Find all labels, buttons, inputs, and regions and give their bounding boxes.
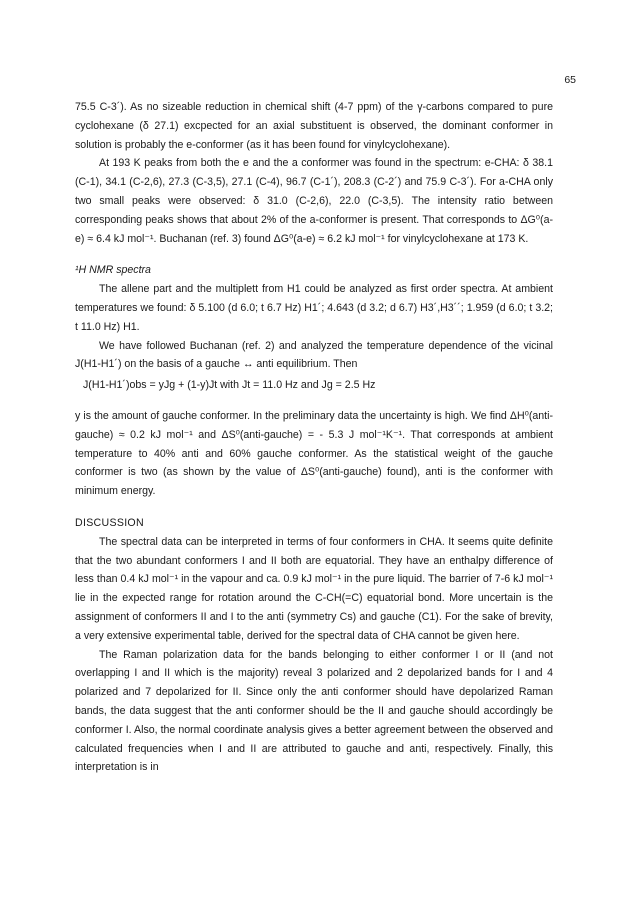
section-heading-discussion: DISCUSSION xyxy=(75,516,144,529)
section-heading-nmr: ¹H NMR spectra xyxy=(75,264,151,277)
paragraph-low-temperature: At 193 K peaks from both the e and the a conformer was found in the spectrum: e-CHA: δ 38.1 (C-1), 34.1 (C-2,6), 27.3 (C-3,5), 27.1 (C-4), 96.7 (C-1´), 208.3 (C-2´) and 75.9 C-3´). For a-CHA only two small peaks were observed: δ 31.0 (C-2,6), 22.0 (C-3,5). The intensity ratio between corresponding peaks shows that about 2% of the a-conformer is present. That corresponds to ΔG⁰(a-e) ≈ 6.4 kJ mol⁻¹. Buchanan (ref. 3) found ΔG⁰(a-e) ≈ 6.2 kJ mol⁻¹ for vinylcyclohexane at 173 K. xyxy=(75,157,553,245)
paragraph-conformers: The spectral data can be interpreted in terms of four conformers in CHA. It seems quite definite that the two abundant conformers I and II both are equatorial. They have an enthalpy difference of less than 0.4 kJ mol⁻¹ in the vapour and ca. 0.9 kJ mol⁻¹ in the pure liquid. The barrier of 7-6 kJ mol⁻¹ lie in the expected range for rotation around the C-CH(=C) equatorial bond. More uncertain is the assignment of conformers II and I to the anti (symmetry Cs) and gauche (C1). For the sake of brevity, a very extensive experimental table, derived for the spectral data of CHA cannot be given here. xyxy=(75,535,553,642)
page-body xyxy=(75,98,553,777)
paragraph-gauche-amount: y is the amount of gauche conformer. In the preliminary data the uncertainty is high. We find ΔH⁰(anti-gauche) ≈ 0.2 kJ mol⁻¹ and ΔS⁰(anti-gauche) = - 5.3 J mol⁻¹K⁻¹. That corresponds at ambient temperature to 40% anti and 60% gauche conformer. As the statistical weight of the gauche conformer is two (as shown by the value of ΔS⁰(anti-gauche) found), anti is the conformer with minimum energy. xyxy=(75,409,553,498)
paragraph-allene: The allene part and the multiplett from H1 could be analyzed as first order spectra. At ambient temperatures we found: δ 5.100 (d 6.0; t 6.7 Hz) H1´; 4.643 (d 3.2; d 6.7) H3´,H3´´; 1.959 (d 6.0; t 3.2; t 11.0 Hz) H1. xyxy=(75,283,553,333)
paragraph-raman: The Raman polarization data for the bands belonging to either conformer I or II (and not overlapping I and II which is the majority) reveal 3 polarized and 2 depolarized bands for I and 4 polarized and 7 depolarized for II. Since only the anti conformer should have depolarized Raman bands, the data suggest that the anti conformer should be the II and gauche should accordingly be conformer I. Also, the normal coordinate analysis gives a better agreement between the observed and calculated frequencies when I and II are attributed to gauche and anti, respectively. Finally, this interpretation is in xyxy=(75,648,553,774)
paragraph-continuation: 75.5 C-3´). As no sizeable reduction in chemical shift (4-7 ppm) of the γ-carbons compared to pure cyclohexane (δ 27.1) excpected for an axial substituent is observed, the dominant conformer in solution is probably the e-conformer (as it has been found for vinylcyclohexane). xyxy=(75,101,553,151)
equation-coupling: J(H1-H1´)obs = yJg + (1-y)Jt with Jt = 11.0 Hz and Jg = 2.5 Hz xyxy=(83,379,376,392)
paragraph-buchanan: We have followed Buchanan (ref. 2) and analyzed the temperature dependence of the vicinal J(H1-H1´) on the basis of a gauche ↔ anti equilibrium. Then xyxy=(75,339,553,371)
page-number: 65 xyxy=(564,74,576,86)
